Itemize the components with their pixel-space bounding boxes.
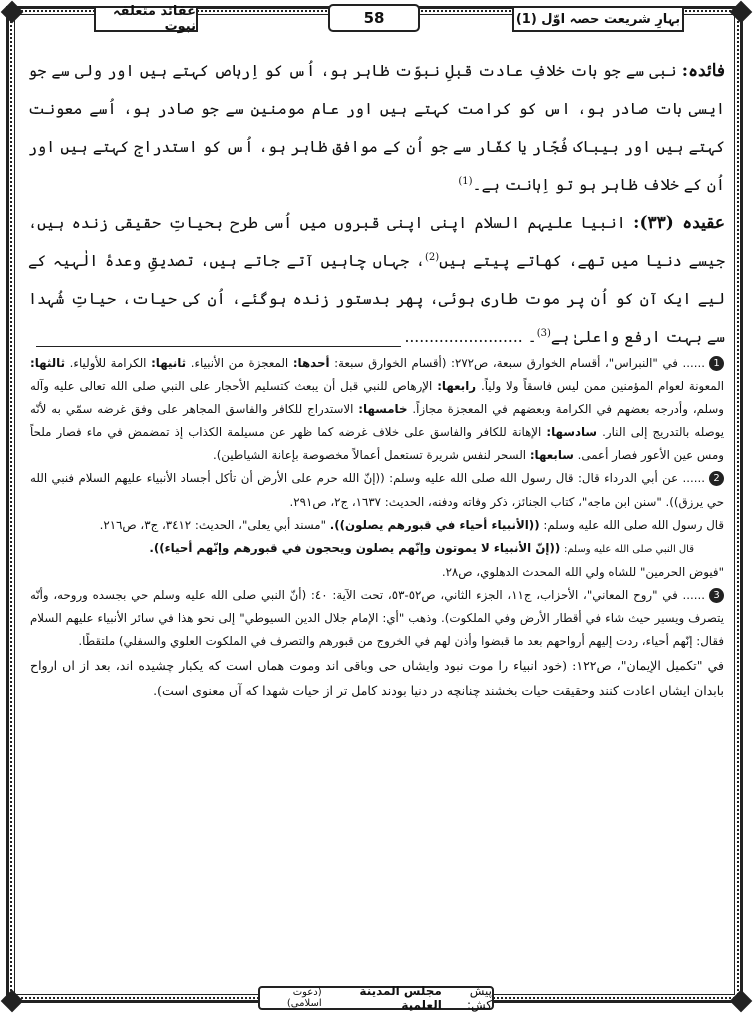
fn1-text: المعجزة من الأنبياء. <box>190 356 289 370</box>
aqeeda-line-1: انبیا علیہم السلام اپنی اپنی قبروں میں اُسی طرح بحیاتِ حقیقی زندہ ہیں، جیسے دنیا میں تھے، کھاتے <box>28 214 725 270</box>
fn1-keyword: ثالثها: <box>30 356 66 370</box>
fn1-text: الكرامة للأولياء. <box>69 356 147 370</box>
footer-label: پیش کش: <box>466 984 492 1012</box>
footnote-number-3: 3 <box>709 588 724 603</box>
aqeeda-line-2a: پیتے ہیں <box>439 252 510 270</box>
aqeeda-paragraph <box>28 204 725 356</box>
faida-label: فائدہ: <box>681 61 725 81</box>
aqeeda-dots: ۔ ........................ <box>404 328 537 346</box>
fn1-keyword: خامسها: <box>358 402 408 417</box>
fn2-text: "مسند أبي يعلى"، الحديث: ٣٤١٢، ج٣، ص٢١٦. <box>99 517 327 532</box>
footnotes <box>30 352 724 703</box>
book-title-text: بہارِ شریعت حصہ اوّل (1) <box>515 11 681 27</box>
footnote-3-persian <box>30 653 724 703</box>
footnote-2-line-c <box>30 537 724 561</box>
footnote-2 <box>30 467 724 513</box>
fn1-text: السحر لنفس شريرة تستعمل أعمالاً مخصوصة بإعانة الشياطين). <box>212 448 527 463</box>
faida-line-2: کو کرامت کہتے ہیں اور عام مومنین سے جو صادر ہو، اُسے معونت کہتے ہیں اور بیباک فُجّار یا کفّار سے جو اُن کے موافق ظاہر ہو، <box>28 100 725 156</box>
fn1-text: المعونة لعوام المؤمنين ممن ليس فاسقاً ولا ولياً. <box>480 379 725 394</box>
fn1-keyword: سابعها: <box>529 448 574 463</box>
aqeeda-line-2b: ، جہاں چاہیں آتے جاتے ہیں، تصدیقِ وعدۂ الٰہیہ کے لیے ایک آن کو اُن پر موت طاری ہوئی، پھر بدستور زندہ <box>28 252 725 308</box>
footnote-2-line-d <box>30 561 724 584</box>
fn1-keyword: سادسها: <box>546 425 598 440</box>
fn1-keyword: رابعها: <box>437 379 477 394</box>
main-text <box>28 52 725 356</box>
fn2-text: قال رسول الله صلى الله عليه وسلم: <box>543 517 724 532</box>
footer-brand: مجلس المدينة العلمية <box>359 984 442 1012</box>
fn2-text: ...... عن أبي الدرداء قال: قال رسول الله صلى الله عليه وسلم: ((إنّ الله حرم على الأرض أن تأكل أجساد الأنبياء عليهم السلام فنبي الله حي يرزق)). "سنن ابن ماجه"، كتاب الجنائز، ذكر وفاته ودفنه، الحديث: ١٦٣٧، ج٢، ص٢٩١. <box>30 471 724 509</box>
footnote-ref-3: (3) <box>536 327 551 339</box>
fn1-text: الإرهاص للنبي قبل أن يبعث كتسليم الأحجار على النبي صلى الله تعالى عليه وآله وسلم، وأدرجه بعضهم في الكرامة وبعضهم في المعجزة مجازاً. <box>30 379 724 417</box>
footnote-3 <box>30 584 724 653</box>
aqeeda-label: عقیدہ (۳۳): <box>633 213 725 233</box>
fn2-text: "فيوض الحرمين" للشاه ولي الله المحدث الدهلوي، ص٢٨. <box>441 564 724 579</box>
fn1-keyword: أحدها: <box>292 356 330 370</box>
fn3-text: ...... في "روح المعاني"، الأحزاب، ج١١، الجزء الثاني، ص٥٢-٥٣، تحت الآية: ٤٠: (أنّ النبي صلى الله عليه وسلم حي بجسده وروحه، وأنّه يتصرف ويسير حيث شاء في أقطار الأرض وفي الملكوت). وذهب "أي: الإمام جلال الدين السيوطي" إلى نحو هذا في سائر الأنبياء عليهم السلام فقال: إنّهم أحياء، ردت إليهم أرواحهم بعد ما قبضوا وأذن لهم في الخروج من قبورهم والتصرف في الملكوت العلوي والسفلي) ملتقطًا. <box>30 587 724 649</box>
footnote-1 <box>30 352 724 467</box>
footnote-number-2: 2 <box>709 471 724 486</box>
book-title <box>512 6 684 32</box>
faida-line-1: نبی سے جو بات خلافِ عادت قبلِ نبوّت ظاہر ہو، اُس کو اِرہاص کہتے ہیں اور ولی سے جو ایسی بات صادر ہو، اس <box>28 62 725 118</box>
footnote-2-line-b <box>30 514 724 537</box>
faida-paragraph <box>28 52 725 204</box>
fn3-text: في "تكميل الإيمان"، ص١٢٢: (خود انبياء را موت نبود وايشاں حی وباقی اند وموت هماں است که يکبار چشيده اند، بعد از اں ارواح بابدان ايشاں اعادت کنند وحقيقت حيات بخشند چنانچه در دنيا بودند کامل تر از حيات شهدا که آں معنوی است). <box>30 658 724 699</box>
fn2-text: قال النبي صلى الله عليه وسلم: <box>563 543 694 555</box>
fn1-keyword: ثانيها: <box>151 356 187 370</box>
publisher-footer <box>258 986 494 1010</box>
fn1-text: ...... في "النبراس"، أقسام الخوارق سبعة، ص٢٧٢: (أقسام الخوارق سبعة: <box>334 356 706 370</box>
footer-sub: (دعوت اسلامی) <box>286 987 322 1009</box>
footnote-ref-1: (1) <box>458 175 473 187</box>
chapter-title-text: عقائد متعلقہ نبوت <box>112 4 196 34</box>
page-number <box>328 4 420 32</box>
footnote-number-1: 1 <box>709 356 724 371</box>
chapter-title <box>94 6 198 32</box>
fn1-text: الإهانة للكافر والفاسق على خلاف غرضه كما ظهر عن مسيلمة الكذاب إذ تمضمض في ماء فصار ملحاً ومس عين الأعور فصار أعمى. <box>30 425 724 463</box>
fn2-hadith: ((الأنبياء أحياء في قبورهم يصلون)). <box>329 517 540 532</box>
fn1-text: الاستدراج للكافر والفاسق المجاهر على وفق غرضه سمّي به لأنّه يوصله بالتدريج إلى النار. <box>30 402 725 440</box>
faida-line-3: اُس کو استدراج کہتے ہیں اور اُن کے خلاف ظاہر ہو تو اِہانت ہے۔ <box>28 138 725 194</box>
fn2-hadith: ((إنّ الأنبياء لا يموتون وإنّهم يصلون ويحجون في قبورهم وإنّهم أحياء)). <box>149 540 561 555</box>
page-number-text: 58 <box>363 9 385 27</box>
footnote-ref-2: (2) <box>424 251 440 263</box>
footnote-separator <box>36 346 401 347</box>
aqeeda-line-3: ہوگئے، اُن کی حیات، حیاتِ شُہدا سے بہت ارفع واعلیٰ ہے <box>28 290 725 346</box>
